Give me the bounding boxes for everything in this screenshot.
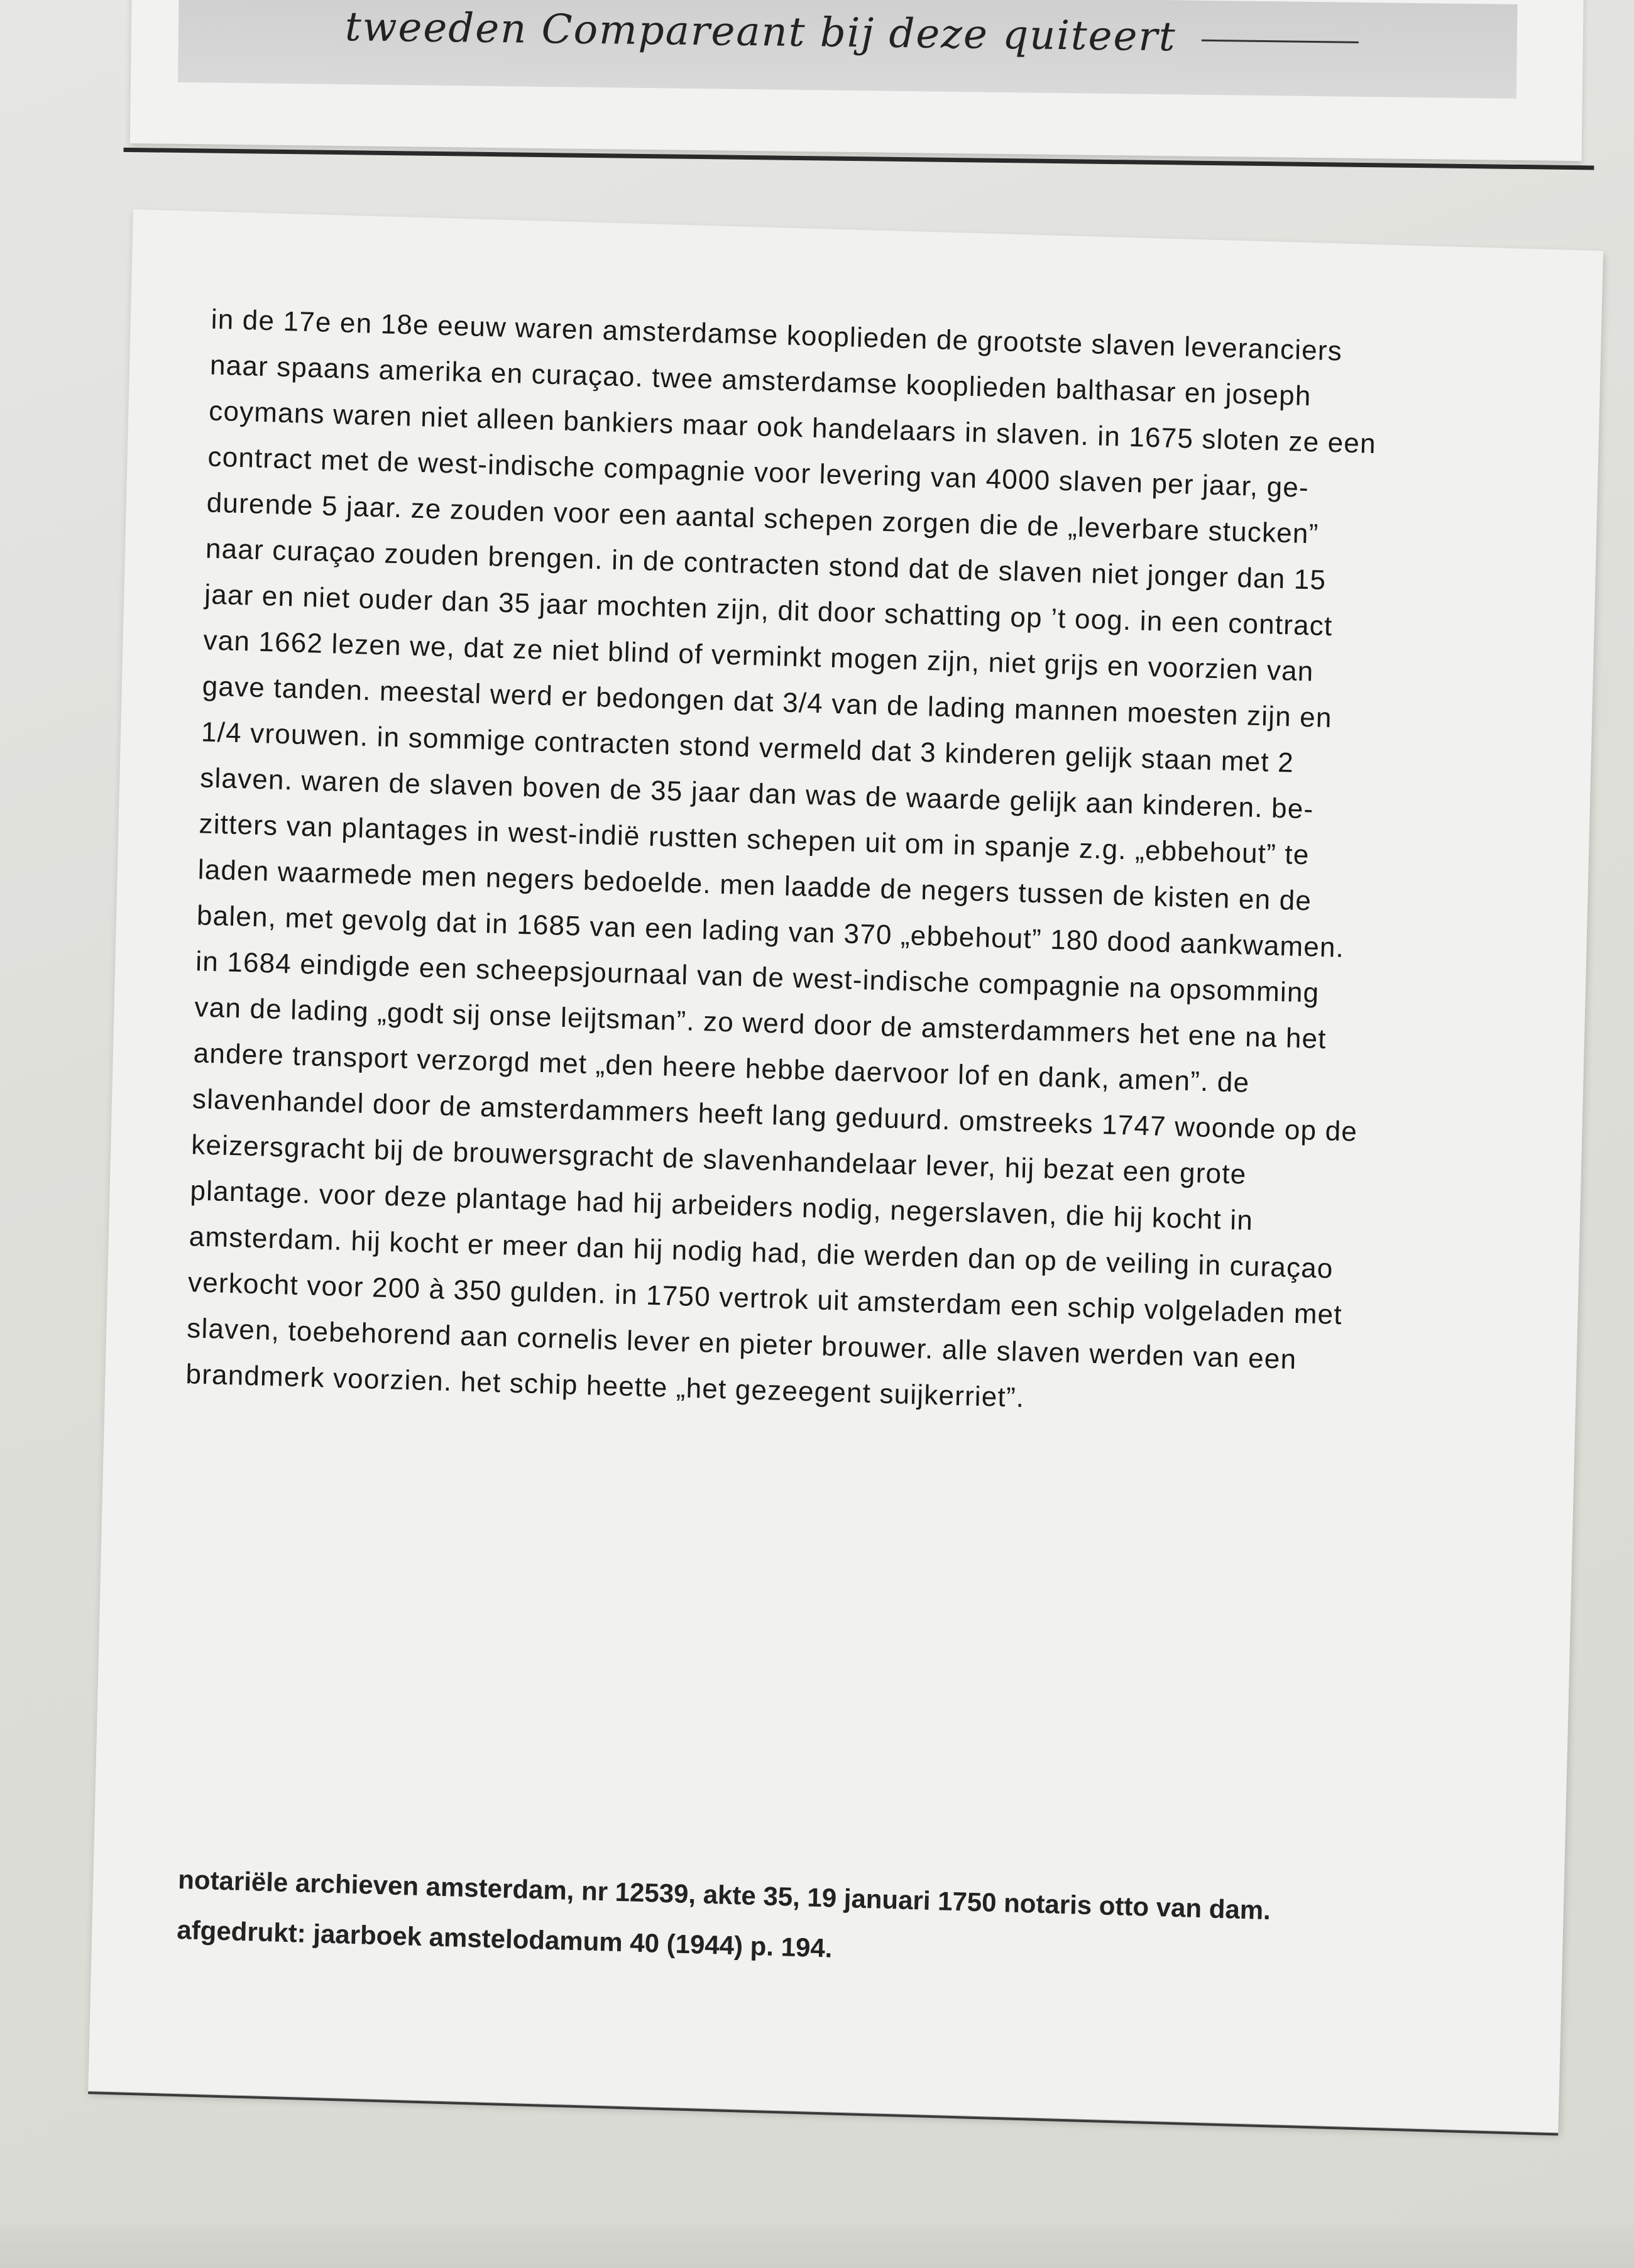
manuscript-handwriting: tweeden Compareant bij deze quiteert [345, 4, 1359, 63]
article-line: balen, met gevolg dat in 1685 van een lading van 370 „ebbehout” 180 dood aankwamen. [196, 900, 1345, 963]
article-line: amsterdam. hij kocht er meer dan hij nodig had, die werden dan op de veiling in curaçao [189, 1221, 1334, 1285]
article-line: naar curaçao zouden brengen. in de contracten stond dat de slaven niet jonger dan 15 [205, 533, 1327, 596]
article-line: in de 17e en 18e eeuw waren amsterdamse kooplieden de grootste slaven leveranciers [211, 304, 1343, 367]
article-line: gave tanden. meestal werd er bedongen dat 3/4 van de lading mannen moesten zijn en [202, 671, 1333, 734]
article-line: plantage. voor deze plantage had hij arbeiders nodig, negerslaven, die hij kocht in [190, 1175, 1254, 1237]
wall-edge [0, 2225, 1634, 2268]
article-line: slavenhandel door de amsterdammers heeft lang geduurd. omstreeks 1747 woonde op de [192, 1083, 1358, 1148]
article-line: coymans waren niet alleen bankiers maar ook handelaars in slaven. in 1675 sloten ze een [208, 395, 1377, 460]
article-line: contract met de west-indische compagnie voor levering van 4000 slaven per jaar, ge- [207, 441, 1310, 504]
manuscript-photo [178, 0, 1518, 99]
article-line: durende 5 jaar. ze zouden voor een aantal schepen zorgen die de „leverbare stucken” [206, 487, 1320, 550]
source-citation [176, 1854, 1516, 1993]
article-line: van de lading „godt sij onse leijtsman”. zo werd door de amsterdammers het ene na het [194, 992, 1327, 1055]
article-line: 1/4 vrouwen. in sommige contracten stond vermeld dat 3 kinderen gelijk staan met 2 [200, 716, 1295, 779]
article-line: naar spaans amerika en curaçao. twee amsterdamse kooplieden balthasar en joseph [209, 349, 1312, 412]
article-line: in 1684 eindigde een scheepsjournaal van de west-indische compagnie na opsomming [195, 946, 1320, 1009]
article-line: jaar en niet ouder dan 35 jaar mochten zijn, dit door schatting op ’t oog. in een contract [204, 579, 1333, 642]
article-line: brandmerk voorzien. het schip heette „het gezeegent suijkerriet”. [185, 1359, 1025, 1413]
article-line: zitters van plantages in west-indië rustten schepen uit om in spanje z.g. „ebbehout” te [199, 808, 1310, 871]
article-line: keizersgracht bij de brouwersgracht de slavenhandelaar lever, hij bezat een grote [190, 1129, 1247, 1190]
article-line: slaven, toebehorend aan cornelis lever en pieter brouwer. alle slaven werden van een [186, 1313, 1297, 1376]
citation-archive: notariële archieven amsterdam, nr 12539, akte 35, 19 januari 1750 notaris otto van dam. [177, 1865, 1271, 1926]
article-body [185, 297, 1550, 1435]
article-line: andere transport verzorgd met „den heere hebbe daervoor lof en dank, amen”. de [193, 1038, 1250, 1098]
article-line: verkocht voor 200 à 350 gulden. in 1750 vertrok uit amsterdam een schip volgeladen met [187, 1267, 1343, 1331]
citation-printed: afgedrukt: jaarboek amstelodamum 40 (1944) p. 194. [176, 1915, 833, 1963]
article-line: slaven. waren de slaven boven de 35 jaar dan was de waarde gelijk aan kinderen. be- [199, 762, 1314, 825]
text-card [88, 209, 1603, 2132]
article-line: van 1662 lezen we, dat ze niet blind of verminkt mogen zijn, niet grijs en voorzien van [203, 625, 1315, 688]
archive-photo-card [130, 0, 1584, 161]
article-line: laden waarmede men negers bedoelde. men laadde de negers tussen de kisten en de [197, 854, 1312, 917]
